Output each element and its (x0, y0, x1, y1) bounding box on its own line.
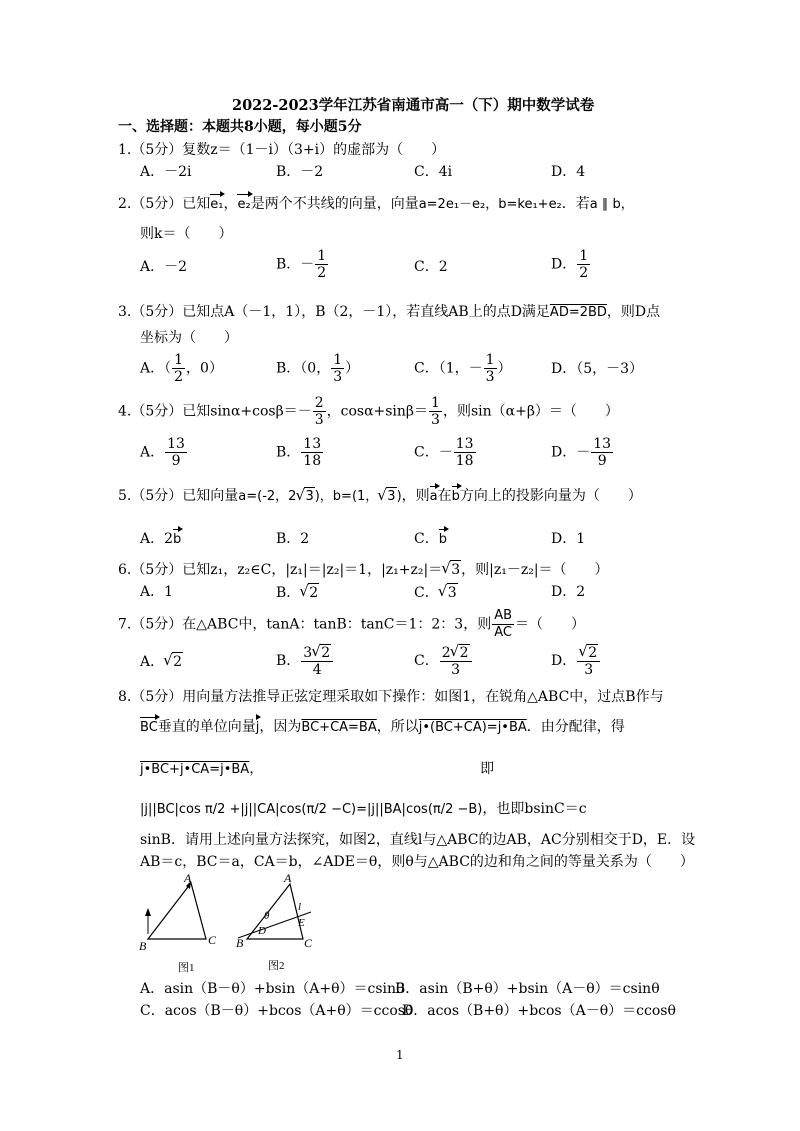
q3-option-d: D．（5，－3） (551, 361, 644, 377)
q8-option-a: A．asin（B－θ）+bsin（A+θ）＝csinθ (140, 981, 405, 997)
q3-option-a: A．（ $\frac{1}{2}$ ，0） (140, 352, 223, 385)
figure-2 (236, 872, 313, 972)
svg-text:E: E (298, 917, 305, 929)
page-number: 1 (396, 1048, 404, 1062)
q4-option-c: C．－ $\frac{13}{18}$ (414, 436, 474, 469)
fig1-label-b: B (139, 939, 147, 953)
q6-stem: 6.（5分）已知z₁，z₂∈C，|z₁|＝|z₂|＝1，|z₁+z₂|＝√ 3，则|z₁－z₂|＝（ ） (118, 560, 609, 579)
q2-line2: 则k＝（ ） (140, 226, 233, 242)
fig2-caption: 图2 (268, 960, 285, 972)
q1-option-b: B．－2 (276, 164, 324, 180)
q1-option-c: C．4i (414, 164, 453, 180)
q6-option-c: C．√ 3 (414, 583, 458, 602)
q8-line2: BC垂直的单位向量j，因为BC+CA=BA，所以j•(BC+CA)=j•BA．由分配律，得 (140, 719, 625, 735)
fig1-caption: 图1 (178, 962, 195, 974)
vector-e1: e₁ (210, 197, 224, 212)
fig1-label-a: A (184, 872, 192, 885)
q7-option-a: A．√ 2 (140, 652, 183, 671)
q1-option-a: A．－2i (140, 164, 192, 180)
svg-text:θ: θ (264, 910, 270, 922)
q2-option-b: B．－ $\frac{1}{2}$ (276, 248, 327, 281)
svg-text:B: B (236, 936, 244, 950)
section-heading: 一、选择题：本题共8小题，每小题5分 (118, 119, 362, 135)
q2-stem: 2.（5分）已知e₁，e₂是两个不共线的向量，向量a=2e₁－e₂，b=ke₁+e₂．若a ∥ b， (118, 196, 634, 212)
q5-stem: 5.（5分）已知向量a=(-2，2√ 3)，b=(1，√ 3)，则a在b方向上的投影向量为（ ） (118, 487, 642, 506)
q5-option-b: B．2 (276, 531, 310, 547)
svg-text:l: l (298, 901, 302, 913)
q7-stem: 7.（5分）在△ABC中，tanA：tanB：tanC＝1：2：3，则 $\frac{AB}{AC}$ ＝（ ） (118, 608, 586, 640)
q8-line1: 8.（5分）用向量方法推导正弦定理采取如下操作：如图1，在锐角△ABC中，过点B作与 (118, 689, 664, 705)
q8-line5: sinB．请用上述向量方法探究，如图2，直线l与△ABC的边AB，AC分别相交于D，E．设 (140, 832, 696, 848)
q6-option-a: A．1 (140, 584, 174, 600)
q7-option-c: C． $\frac{2√ 2}{3}$ (414, 644, 473, 678)
q4-option-d: D．－ $\frac{13}{9}$ (551, 436, 612, 469)
q2-vector-expression: a=2e₁－e₂，b=ke₁+e₂ (418, 197, 562, 212)
q3-vector-expression: AD=2BD (549, 305, 607, 320)
vector-e2: e₂ (237, 197, 251, 212)
q8-figures (130, 872, 330, 977)
svg-text:A: A (284, 872, 292, 885)
q4-option-a: A． $\frac{13}{9}$ (140, 436, 185, 469)
q8-line6: AB＝c，BC＝a，CA＝b，∠ADE＝θ，则θ与△ABC的边和角之间的等量关系为（ ） (140, 854, 694, 870)
fig1-label-c: C (208, 933, 217, 947)
q8-option-d: D．acos（B+θ）+bcos（A－θ）＝ccosθ (402, 1003, 676, 1019)
q2-parallel: a ∥ b， (589, 197, 634, 212)
q1-option-d: D．4 (551, 164, 586, 180)
svg-text:D: D (258, 925, 266, 937)
q5-option-d: D．1 (551, 531, 586, 547)
q7-option-b: B． $\frac{3√ 2}{4}$ (276, 644, 334, 678)
q5-option-c: C．b (414, 531, 447, 547)
q5-vector-a: a=(-2，2√ 3)， (238, 489, 333, 504)
q2-option-a: A．－2 (140, 259, 188, 275)
q7-option-d: D． √ $\frac{2}{3}$ (551, 644, 601, 678)
q5-option-a: A．2b (140, 531, 182, 547)
q1-stem: 1.（5分）复数z＝（1－i）（3+i）的虚部为（ ） (118, 142, 446, 158)
q4-option-b: B． $\frac{13}{18}$ (276, 436, 322, 469)
q6-option-d: D．2 (551, 584, 586, 600)
q6-option-b: B．√ 2 (276, 583, 319, 602)
q3-stem: 3.（5分）已知点A（－1，1），B（2，－1），若直线AB上的点D满足AD=2BD，则D点 (118, 304, 661, 320)
q8-line4: |j||BC|cos π/2 +|j||CA|cos(π/2 −C)=|j||BA|cos(π/2 −B)，也即bsinC＝c (140, 801, 587, 817)
q8-option-b: B．asin（B+θ）+bsin（A－θ）＝csinθ (395, 981, 660, 997)
q2-option-d: D． $\frac{1}{2}$ (551, 248, 589, 281)
figure-1 (139, 872, 217, 974)
q3-option-b: B．（0， $\frac{1}{3}$ ） (276, 352, 360, 385)
page-title: 2022-2023学年江苏省南通市高一（下）期中数学试卷 (232, 97, 595, 114)
svg-text:C: C (304, 936, 313, 950)
q2-option-c: C．2 (414, 259, 448, 275)
q8-option-c: C．acos（B－θ）+bcos（A+θ）＝ccosθ (140, 1003, 414, 1019)
q3-option-c: C．（1，－ $\frac{1}{3}$ ） (414, 352, 512, 385)
q5-vector-b: b=(1，√ 3) (333, 489, 402, 504)
q3-line2: 坐标为（ ） (140, 330, 238, 346)
q4-stem: 4.（5分）已知sinα+cosβ＝－ $\frac{2}{3}$ ，cosα+sinβ＝ $\frac{1}{3}$ ，则sin（α+β）＝（ ） (118, 395, 619, 428)
q8-line3: j•BC+j•CA=j•BA， 即 (140, 761, 495, 777)
